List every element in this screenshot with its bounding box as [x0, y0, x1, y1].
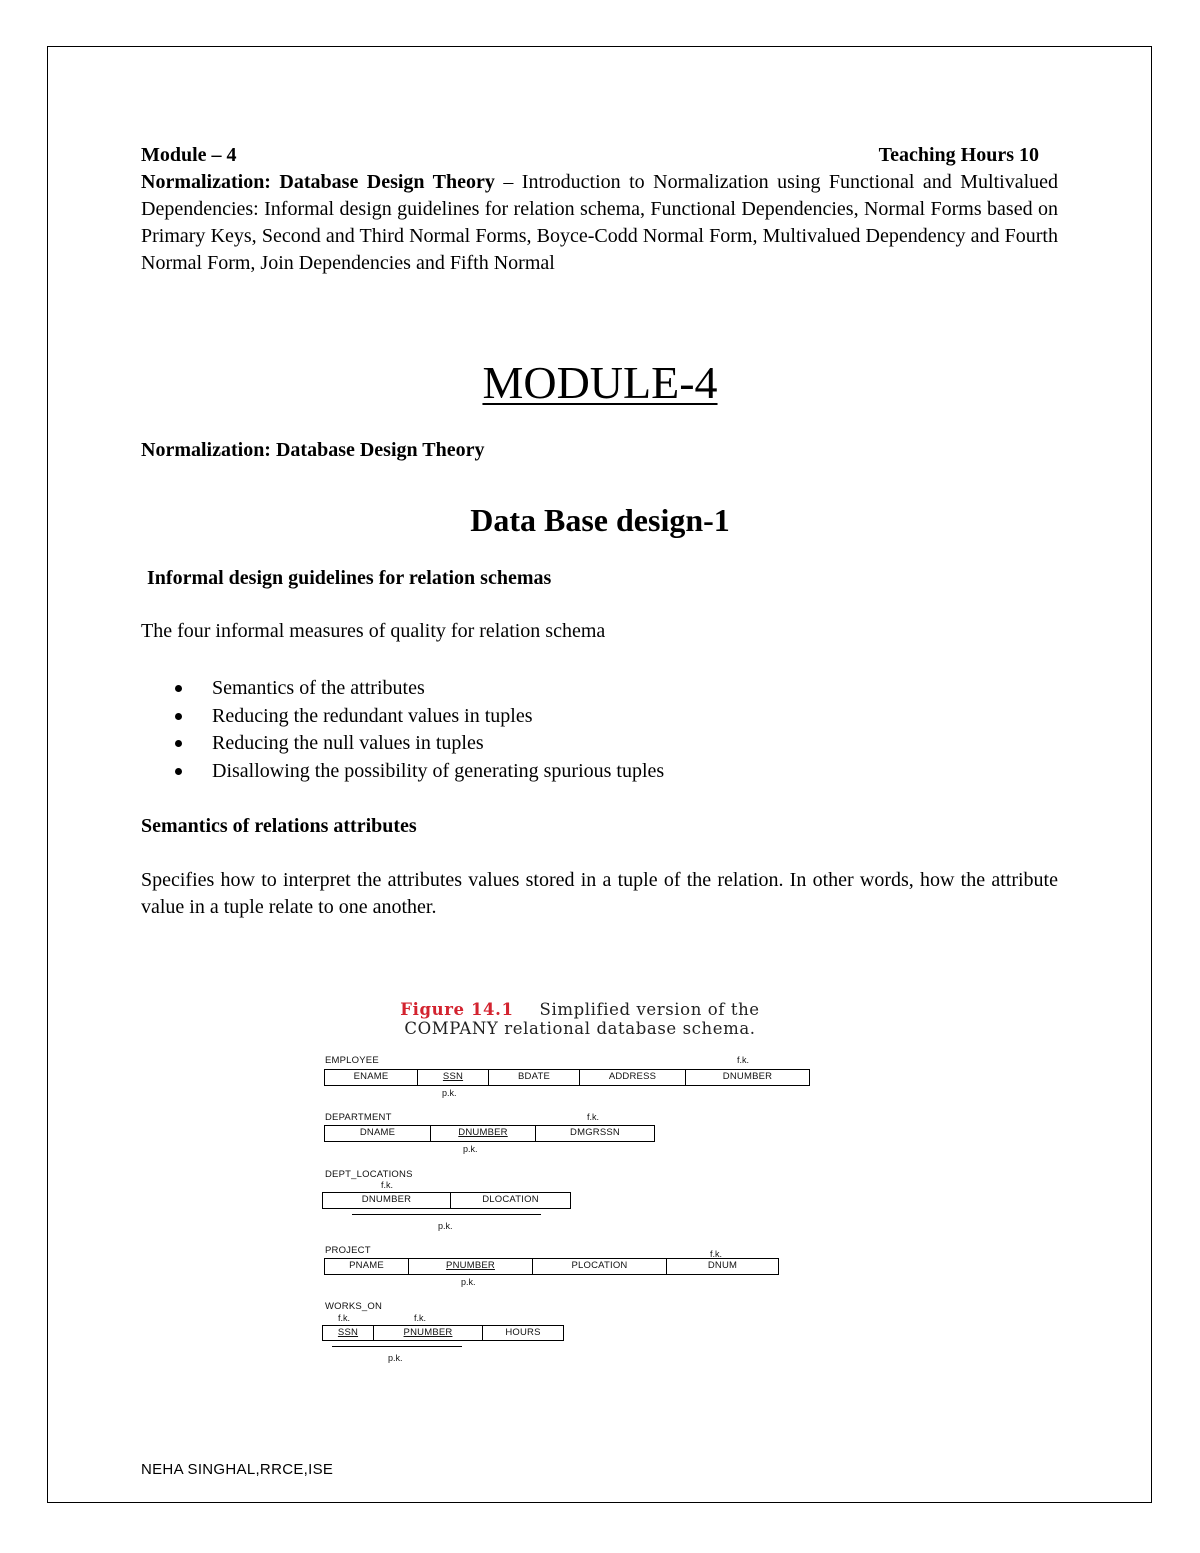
syllabus-lead: Normalization: Database Design Theory	[141, 171, 495, 193]
works-on-fk-note-ssn: f.k.	[338, 1313, 351, 1323]
syllabus-paragraph	[141, 169, 1058, 277]
list-item-text: Reducing the null values in tuples	[212, 732, 484, 754]
works-on-pk-note: p.k.	[388, 1353, 403, 1363]
bullet-icon	[175, 768, 182, 775]
subtitle: Normalization: Database Design Theory	[141, 439, 485, 461]
project-relation	[324, 1258, 779, 1275]
footer-author: NEHA SINGHAL,RRCE,ISE	[141, 1461, 334, 1478]
list-item-text: Semantics of the attributes	[212, 677, 425, 699]
attr-pname: PNAME	[325, 1259, 409, 1274]
module-title	[0, 355, 1200, 411]
works-on-label: WORKS_ON	[325, 1301, 383, 1312]
teaching-hours: Teaching Hours 10	[878, 144, 1039, 166]
employee-label: EMPLOYEE	[325, 1055, 379, 1066]
attr-address: ADDRESS	[580, 1070, 686, 1085]
project-label: PROJECT	[325, 1245, 371, 1256]
design-title: Data Base design-1	[470, 502, 730, 538]
department-fk-note: f.k.	[587, 1112, 600, 1122]
attr-bdate: BDATE	[489, 1070, 580, 1085]
attr-dmgrssn: DMGRSSN	[570, 1127, 620, 1138]
list-item-text: Reducing the redundant values in tuples	[212, 704, 533, 727]
dept-locations-fk-note: f.k.	[381, 1180, 394, 1190]
figure-caption-line2: COMPANY relational database schema.	[404, 1019, 756, 1038]
attr-dlocation: DLOCATION	[482, 1194, 539, 1205]
figure-caption	[330, 1000, 830, 1038]
employee-fk-note: f.k.	[737, 1055, 750, 1065]
list-item	[141, 675, 1041, 703]
guidelines-heading: Informal design guidelines for relation schemas	[147, 567, 552, 589]
attr-dnum: DNUM	[707, 1260, 738, 1271]
intro-text: The four informal measures of quality for relation schema	[141, 620, 606, 642]
attr-ssn: SSN	[323, 1326, 374, 1340]
list-item-text: Disallowing the possibility of generating spurious tuples	[212, 759, 665, 782]
quality-measures-list	[141, 675, 1041, 785]
dept-locations-pk-note: p.k.	[438, 1221, 453, 1231]
module-title-text: MODULE-4	[482, 357, 718, 408]
list-item	[141, 758, 1041, 786]
bullet-icon	[175, 713, 182, 720]
department-pk-note: p.k.	[463, 1144, 478, 1154]
list-item	[141, 730, 1041, 758]
figure-number: Figure 14.1	[400, 1000, 514, 1019]
semantics-text: Specifies how to interpret the attributes values stored in a tuple of the relation. In other words, how the attribute value in a tuple relate to one another.	[141, 869, 1058, 918]
attr-dnumber: DNUMBER	[722, 1071, 773, 1082]
employee-pk-note: p.k.	[442, 1088, 457, 1098]
syllabus-text: – Introduction to Normalization using Functional and Multivalued Dependencies: Informal design guidelines for relation schema, Functional Dependencies, Normal Forms based on Primary Keys, Second and Third Normal Forms, Boyce-Codd Normal Form, Multivalued Dependency and Fourth Normal Form, Join Dependencies and Fifth Normal	[141, 171, 1059, 274]
attr-hours: HOURS	[505, 1327, 541, 1338]
figure-caption-line1	[330, 1000, 830, 1019]
dept-locations-label: DEPT_LOCATIONS	[325, 1169, 413, 1180]
project-pk-note: p.k.	[461, 1277, 476, 1287]
department-relation	[324, 1125, 655, 1142]
dept-locations-relation	[322, 1192, 571, 1209]
dept-locations-pk-brace	[352, 1210, 541, 1215]
project-fk-note: f.k.	[710, 1249, 723, 1259]
attr-pnumber: PNUMBER	[409, 1259, 533, 1274]
attr-plocation: PLOCATION	[533, 1259, 667, 1274]
attr-ename: ENAME	[325, 1070, 418, 1085]
module-header	[141, 142, 1039, 169]
attr-dnumber: DNUMBER	[323, 1193, 451, 1208]
bullet-icon	[175, 685, 182, 692]
bullet-icon	[175, 740, 182, 747]
department-label: DEPARTMENT	[325, 1112, 392, 1123]
employee-relation	[324, 1069, 810, 1086]
module-label: Module – 4	[141, 144, 237, 166]
attr-pnumber: PNUMBER	[374, 1326, 483, 1340]
works-on-relation	[322, 1325, 564, 1341]
list-item	[141, 703, 1041, 731]
figure-caption-text: Simplified version of the	[539, 1000, 760, 1019]
works-on-fk-note-pnumber: f.k.	[414, 1313, 427, 1323]
attr-dnumber: DNUMBER	[431, 1126, 536, 1141]
works-on-pk-brace	[332, 1342, 462, 1347]
attr-dname: DNAME	[325, 1126, 431, 1141]
attr-ssn: SSN	[418, 1070, 489, 1085]
semantics-heading: Semantics of relations attributes	[141, 815, 417, 837]
